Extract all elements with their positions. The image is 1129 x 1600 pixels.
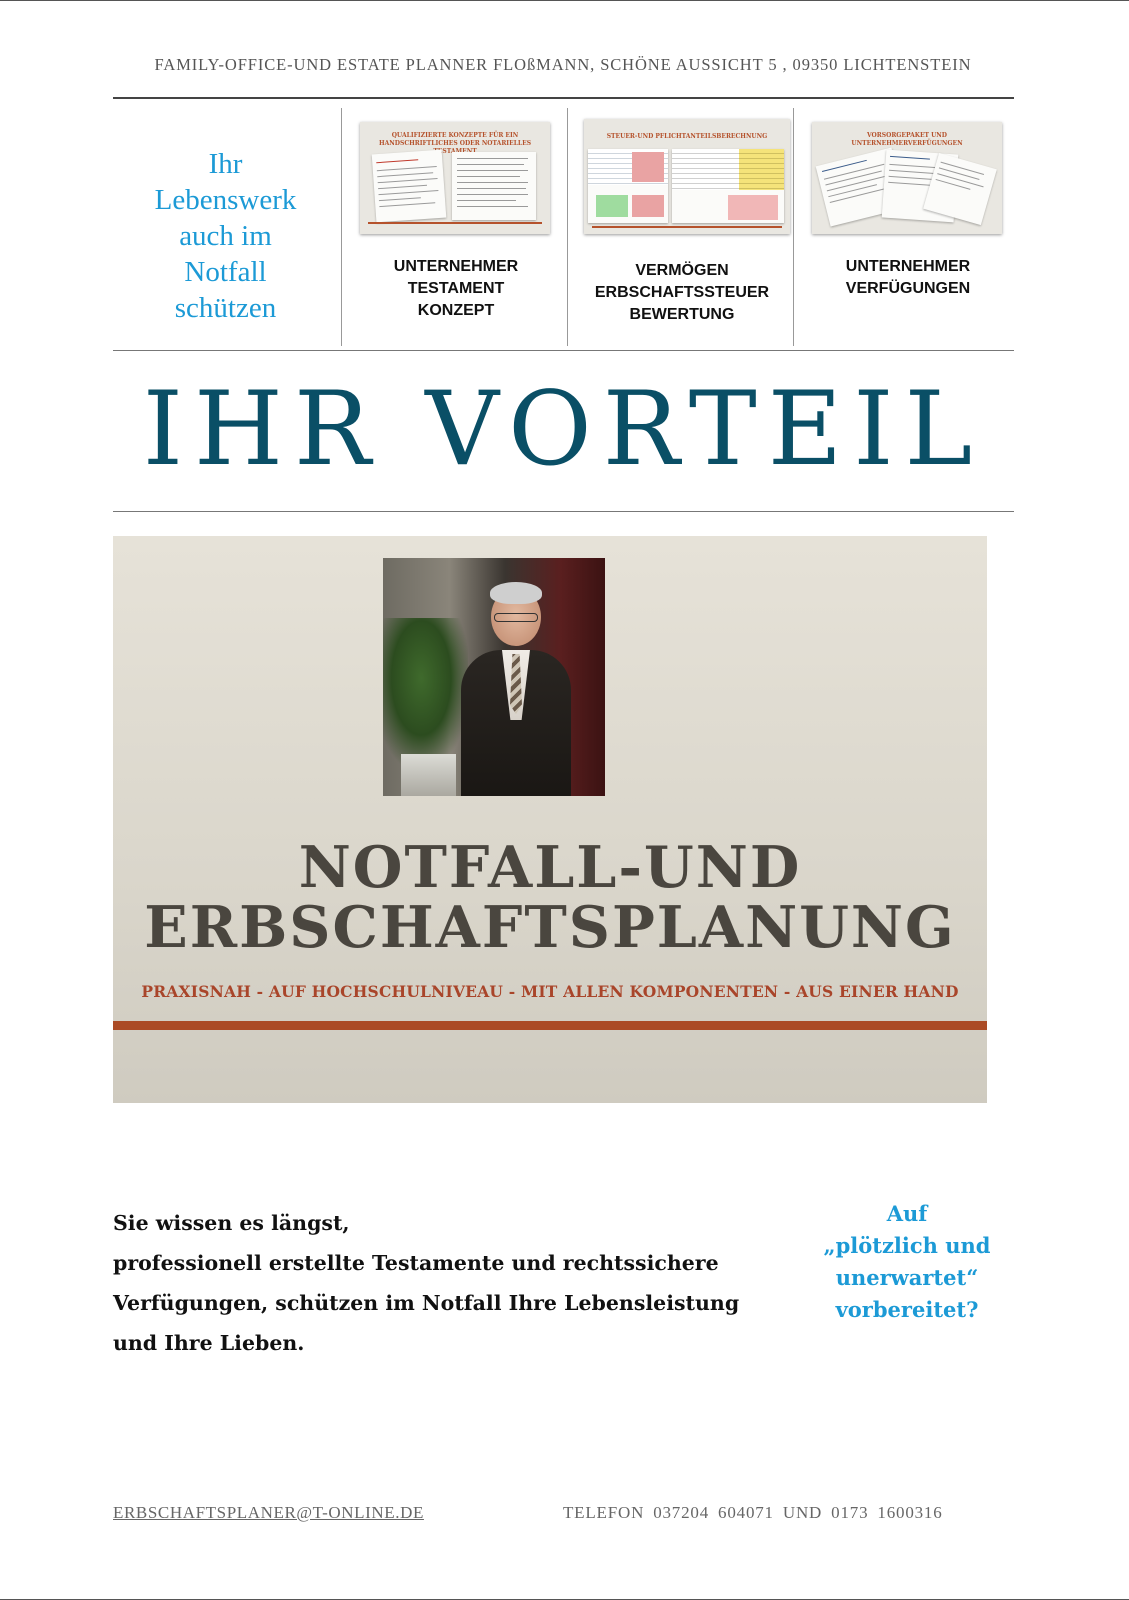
spreadsheet-icon xyxy=(672,149,784,223)
thumbnail-title: QUALIFIZIERTE KONZEPTE FÜR EIN HANDSCHRIFTLICHES ODER NOTARIELLES xyxy=(378,132,532,147)
thumbnail-title: VORSORGEPAKET UND UNTERNEHMERVERFÜGUNGEN xyxy=(851,132,963,147)
header-rule xyxy=(113,97,1014,99)
body-line: Sie wissen es längst, xyxy=(113,1211,350,1235)
banner-accent-bar xyxy=(113,1021,987,1030)
banner-subtitle: PRAXISNAH - AUF HOCHSCHULNIVEAU - MIT ALLEN KOMPONENTEN - AUS EINER HAND xyxy=(141,982,959,1001)
column-label-testament: UNTERNEHMER TESTAMENT KONZEPT xyxy=(393,258,519,319)
column-divider xyxy=(341,108,342,346)
banner-title-line2: ERBSCHAFTSPLANUNG xyxy=(144,894,956,961)
banner xyxy=(113,536,987,1103)
header-address: FAMILY-OFFICE-UND ESTATE PLANNER FLOßMANN, SCHÖNE AUSSICHT 5 , 09350 LICHTENSTEIN xyxy=(154,55,972,74)
body-line: und Ihre Lieben. xyxy=(113,1331,305,1355)
body-line: Verfügungen, schützen im Notfall Ihre Lebensleistung xyxy=(113,1291,740,1315)
body-line: professionell erstellte Testamente und rechtssichere xyxy=(113,1251,719,1275)
body-text xyxy=(113,1203,763,1363)
column-label-tax: VERMÖGEN ERBSCHAFTSSTEUER BEWERTUNG xyxy=(594,262,770,323)
column-divider xyxy=(567,108,568,346)
slogan-line: Ihr xyxy=(208,148,243,180)
slogan-line: auch im xyxy=(179,220,272,252)
document-page-icon xyxy=(452,152,536,220)
thumbnail-provisions xyxy=(812,122,1002,234)
thumbnail-testament xyxy=(360,122,550,234)
slogan-line: Notfall xyxy=(184,256,267,288)
footer-email-link[interactable]: ERBSCHAFTSPLANER@T-ONLINE.DE xyxy=(113,1503,424,1522)
document-page-icon xyxy=(372,150,447,223)
section-rule xyxy=(113,511,1014,512)
column-label-provisions: UNTERNEHMER VERFÜGUNGEN xyxy=(845,258,971,297)
column-divider xyxy=(793,108,794,346)
slogan xyxy=(113,146,338,326)
banner-title-line1: NOTFALL-UND xyxy=(298,834,802,901)
section-rule xyxy=(113,350,1014,351)
slogan-line: schützen xyxy=(174,292,277,324)
slogan-line: Lebenswerk xyxy=(154,184,297,216)
main-title: IHR VORTEIL xyxy=(142,370,984,489)
footer-phone: TELEFON 037204 604071 UND 0173 1600316 xyxy=(563,1503,943,1522)
spreadsheet-icon xyxy=(588,149,668,223)
thumbnail-tax-calculation xyxy=(584,119,790,234)
thumbnail-title: STEUER-UND PFLICHTANTEILSBERECHNUNG xyxy=(606,133,768,140)
aside-question: Auf „plötzlich und unerwartet“ vorbereitet? xyxy=(823,1201,991,1322)
portrait-photo xyxy=(383,558,605,796)
